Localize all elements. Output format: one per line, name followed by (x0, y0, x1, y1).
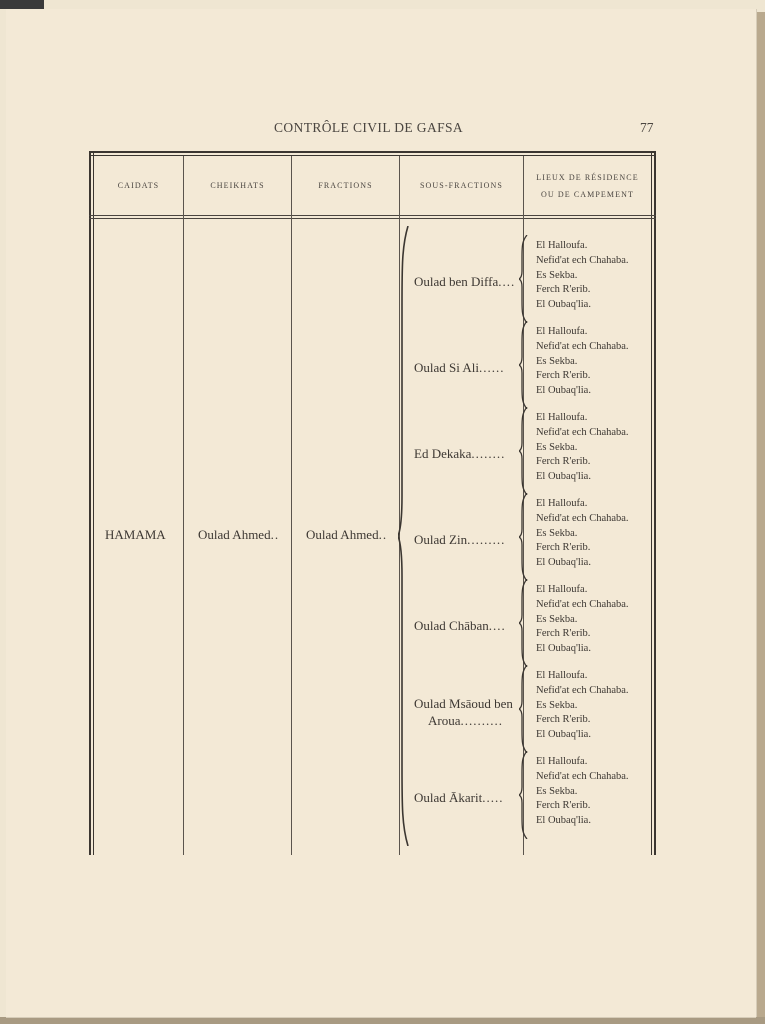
fraction-name: Oulad Ahmed (306, 527, 379, 542)
table-frame (89, 151, 656, 855)
sous-fraction-leader-dots: ..... (482, 790, 504, 805)
sous-fraction-leader-dots: ........ (471, 446, 506, 461)
sous-fraction-label: Oulad ben Diffa (414, 274, 499, 289)
place-brace (519, 321, 529, 409)
column-rule (183, 156, 184, 855)
sous-fraction-label: Oulad Si Ali (414, 360, 480, 375)
place-item: Nefid'at ech Chahaba. (536, 254, 629, 266)
header-sous-fractions: SOUS-FRACTIONS (420, 181, 503, 190)
header-lieux (524, 156, 651, 215)
page-edge-right (756, 12, 765, 1020)
place-item: El Oubaq'lia. (536, 729, 591, 741)
sous-fraction-leader-dots: .......... (460, 713, 503, 728)
header-caidats: CAIDATS (117, 181, 160, 190)
sous-fraction-name (414, 617, 506, 634)
place-item: El Halloufa. (536, 498, 588, 509)
sous-fraction-leader-dots: .... (488, 618, 506, 633)
place-brace (519, 235, 529, 323)
place-item: Es Sekba. (536, 613, 578, 625)
scan-corner-mark (0, 0, 44, 9)
sous-fraction-leader-dots: .... (498, 274, 516, 289)
place-item: Nefid'at ech Chahaba. (536, 340, 629, 352)
sous-fraction-name (414, 531, 505, 548)
place-item: El Oubaq'lia. (536, 815, 591, 827)
place-list (536, 669, 629, 743)
place-item: El Oubaq'lia. (536, 385, 591, 397)
place-item: Ferch R'erib. (536, 542, 591, 554)
place-item: El Oubaq'lia. (536, 299, 591, 311)
place-item: Es Sekba. (536, 785, 578, 797)
header-fractions: FRACTIONS (318, 181, 373, 190)
place-list (536, 497, 629, 571)
place-brace (519, 407, 529, 495)
sous-fraction-name (414, 359, 505, 376)
place-item: Nefid'at ech Chahaba. (536, 512, 629, 524)
place-item: El Halloufa. (536, 412, 588, 423)
page-number: 77 (640, 120, 654, 135)
sous-fraction-name (414, 695, 513, 729)
place-item: Es Sekba. (536, 269, 578, 281)
sous-fraction-name (414, 273, 515, 290)
place-item: El Oubaq'lia. (536, 471, 591, 483)
fraction-leader-dots: .. (378, 527, 388, 542)
sous-fraction-leader-dots: ......... (467, 532, 506, 547)
place-item: Ferch R'erib. (536, 800, 591, 812)
place-brace (519, 751, 529, 839)
place-item: El Halloufa. (536, 584, 588, 595)
page-edge-bottom (0, 1017, 765, 1024)
sous-fraction-label: Ed Dekaka (414, 446, 472, 461)
place-item: Nefid'at ech Chahaba. (536, 770, 629, 782)
place-item: Es Sekba. (536, 699, 578, 711)
cheikhat-leader-dots: .. (270, 527, 280, 542)
place-item: Ferch R'erib. (536, 714, 591, 726)
sous-fraction-name (414, 445, 505, 462)
place-item: El Oubaq'lia. (536, 643, 591, 655)
column-rule (291, 156, 292, 855)
place-item: Ferch R'erib. (536, 456, 591, 468)
place-item: Nefid'at ech Chahaba. (536, 426, 629, 438)
sous-fraction-label: Oulad Chāban (414, 618, 489, 633)
sous-fraction-leader-dots: ...... (479, 360, 505, 375)
place-item: El Halloufa. (536, 670, 588, 681)
header-lieux-line2: OU DE CAMPEMENT (541, 189, 634, 199)
running-title: CONTRÔLE CIVIL DE GAFSA (274, 120, 464, 135)
place-item: El Halloufa. (536, 240, 588, 251)
place-list (536, 583, 629, 657)
sous-fraction-name (414, 789, 503, 806)
place-item: Ferch R'erib. (536, 284, 591, 296)
place-item: Es Sekba. (536, 355, 578, 367)
fraction-brace (398, 226, 410, 846)
sous-fraction-label: Oulad Msāoud ben (414, 696, 513, 711)
place-item: Nefid'at ech Chahaba. (536, 684, 629, 696)
place-list (536, 411, 629, 485)
place-item: Nefid'at ech Chahaba. (536, 598, 629, 610)
cheikhat-name: Oulad Ahmed (198, 527, 271, 542)
place-item: El Halloufa. (536, 326, 588, 337)
sous-fraction-label: Oulad Zin (414, 532, 468, 547)
place-list (536, 755, 629, 829)
fraction-cell (306, 527, 387, 543)
cheikhat-cell (198, 527, 279, 543)
sous-fraction-label: Oulad Ākarit (414, 790, 483, 805)
place-item: Es Sekba. (536, 441, 578, 453)
header-lieux-line1: LIEUX DE RÉSIDENCE (536, 172, 639, 182)
place-item: El Halloufa. (536, 756, 588, 767)
place-item: El Oubaq'lia. (536, 557, 591, 569)
place-brace (519, 579, 529, 667)
place-item: Ferch R'erib. (536, 370, 591, 382)
place-brace (519, 493, 529, 581)
running-head (0, 120, 765, 138)
sous-fraction-label-line2: Aroua (428, 713, 461, 728)
header-cheikhats: CHEIKHATS (210, 181, 265, 190)
place-item: Es Sekba. (536, 527, 578, 539)
place-item: Ferch R'erib. (536, 628, 591, 640)
place-list (536, 325, 629, 399)
caidat-cell: HAMAMA (105, 527, 166, 542)
place-list (536, 239, 629, 313)
place-brace (519, 665, 529, 753)
